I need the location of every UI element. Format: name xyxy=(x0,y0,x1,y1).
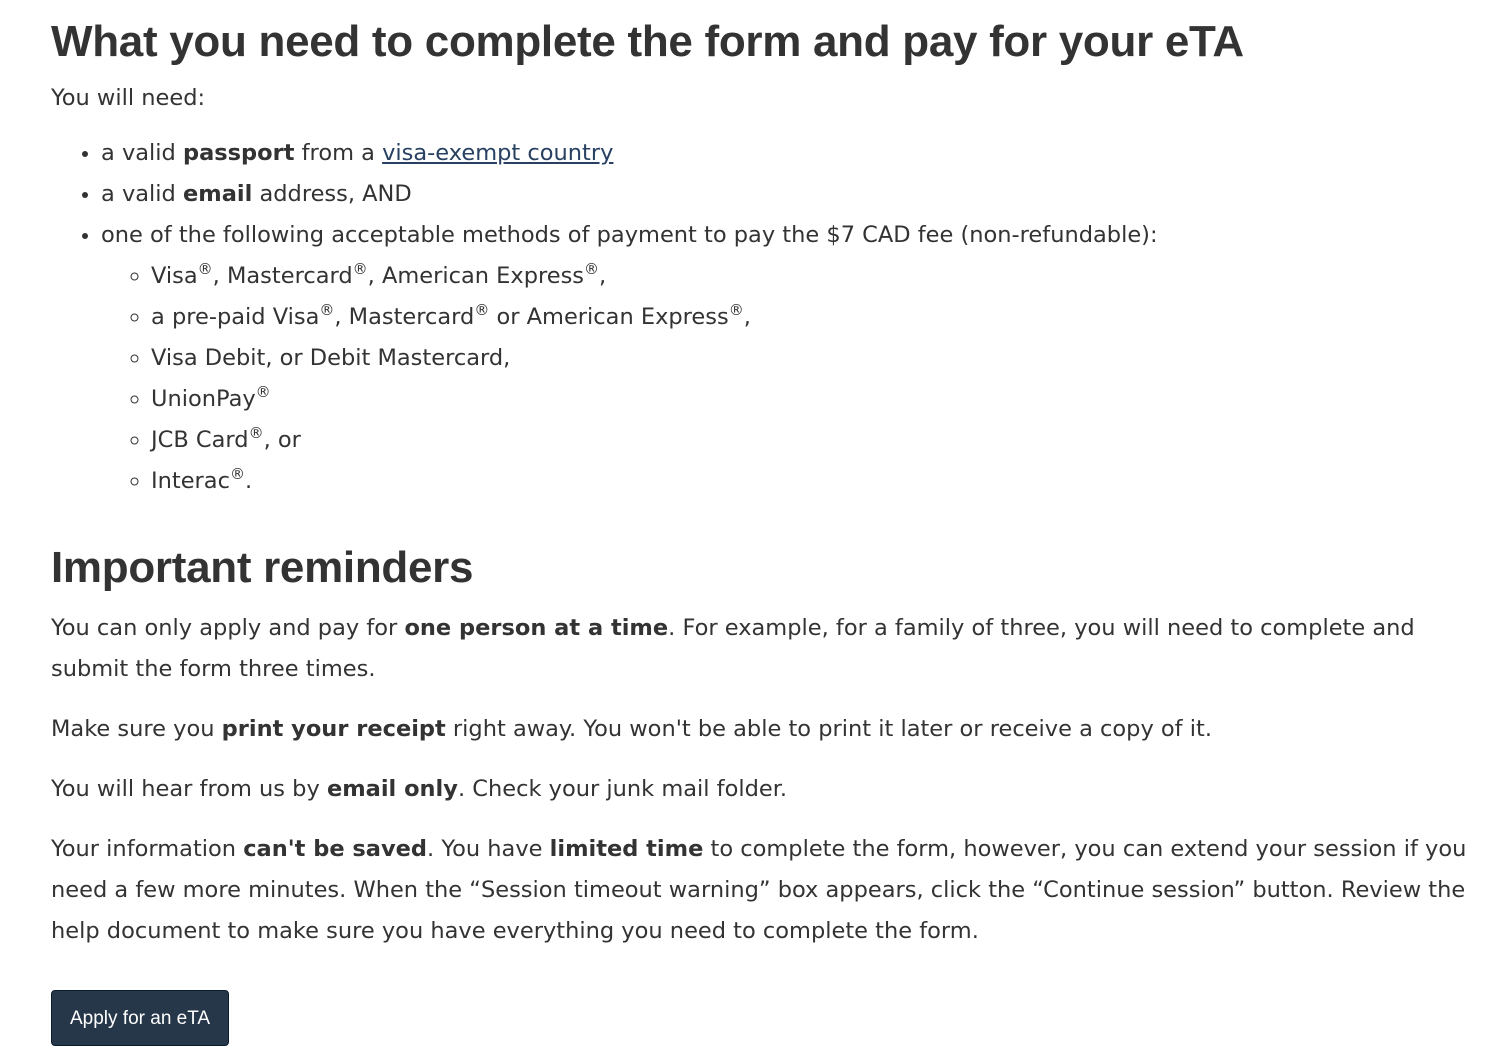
payment-text: one of the following acceptable methods of payment to pay the $7 CAD fee (non-refundable): xyxy=(101,222,1158,248)
sep: , xyxy=(367,263,382,289)
bold-text: one person at a time xyxy=(404,615,669,641)
email-post: address, AND xyxy=(252,181,412,207)
bold-text: can't be saved xyxy=(243,836,428,862)
apply-eta-button[interactable]: Apply for an eTA xyxy=(51,990,229,1046)
reg-mark: ® xyxy=(474,301,490,319)
requirements-list xyxy=(51,133,1471,502)
email-pre: a valid xyxy=(101,181,183,207)
reg-mark: ® xyxy=(319,301,335,319)
text: right away. You won't be able to print it later or receive a copy of it. xyxy=(445,716,1212,742)
reminder-receipt xyxy=(51,709,1471,750)
reminder-email xyxy=(51,769,1471,810)
reg-mark: ® xyxy=(728,301,744,319)
reminders-heading: Important reminders xyxy=(51,543,474,592)
text: You will hear from us by xyxy=(51,776,327,802)
sep: , xyxy=(334,304,349,330)
period: . xyxy=(244,468,253,494)
payment-methods-list xyxy=(101,256,1471,502)
mastercard-label: Mastercard xyxy=(226,263,353,289)
need-intro: You will need: xyxy=(51,85,206,111)
passport-bold: passport xyxy=(182,140,295,166)
reg-mark: ® xyxy=(352,260,368,278)
jcb-post: , or xyxy=(263,427,301,453)
list-item-email xyxy=(101,174,1471,215)
sep: , xyxy=(599,263,607,289)
visa-label: Visa xyxy=(151,263,198,289)
jcb-label: JCB Card xyxy=(151,427,249,453)
text: Make sure you xyxy=(51,716,222,742)
text: . For example, for a family of three, you will need to complete and submit the form three times. xyxy=(51,615,1415,682)
passport-pre: a valid xyxy=(101,140,183,166)
amex-label: American Express xyxy=(381,263,585,289)
reg-mark: ® xyxy=(584,260,600,278)
reminder-session xyxy=(51,829,1471,952)
reg-mark: ® xyxy=(255,383,271,401)
interac-label: Interac xyxy=(151,468,230,494)
text: to complete the form, however, you can extend your session if you need a few more minutes. When the “Session timeout warning” box appears, click the “Continue session” button. Review the help document to make sure you have everything you need to complete the form. xyxy=(51,836,1467,944)
reg-mark: ® xyxy=(248,424,264,442)
prepaid-label: a pre-paid Visa xyxy=(151,304,320,330)
list-item-payment xyxy=(101,215,1471,502)
list-item-passport xyxy=(101,133,1471,174)
visa-exempt-country-link[interactable]: visa-exempt country xyxy=(382,140,614,166)
bold-text: email only xyxy=(326,776,458,802)
payment-item-jcb xyxy=(151,420,1471,461)
mastercard-label: Mastercard xyxy=(348,304,475,330)
reminder-one-person xyxy=(51,608,1471,690)
bold-text: limited time xyxy=(549,836,704,862)
sep: , xyxy=(212,263,227,289)
email-bold: email xyxy=(182,181,253,207)
debit-label: Visa Debit, or Debit Mastercard, xyxy=(151,345,511,371)
payment-item-interac xyxy=(151,461,1471,502)
need-heading: What you need to complete the form and pay for your eTA xyxy=(51,17,1244,66)
reg-mark: ® xyxy=(229,465,245,483)
sep: , xyxy=(743,304,751,330)
text: Your information xyxy=(51,836,244,862)
payment-item-cards xyxy=(151,256,1471,297)
bold-text: print your receipt xyxy=(221,716,446,742)
text: . You have xyxy=(427,836,550,862)
passport-mid: from a xyxy=(294,140,383,166)
or-amex-label: or American Express xyxy=(489,304,729,330)
reg-mark: ® xyxy=(197,260,213,278)
text: You can only apply and pay for xyxy=(51,615,405,641)
payment-item-debit xyxy=(151,338,1471,379)
payment-item-unionpay xyxy=(151,379,1471,420)
payment-item-prepaid xyxy=(151,297,1471,338)
text: . Check your junk mail folder. xyxy=(457,776,788,802)
unionpay-label: UnionPay xyxy=(151,386,256,412)
